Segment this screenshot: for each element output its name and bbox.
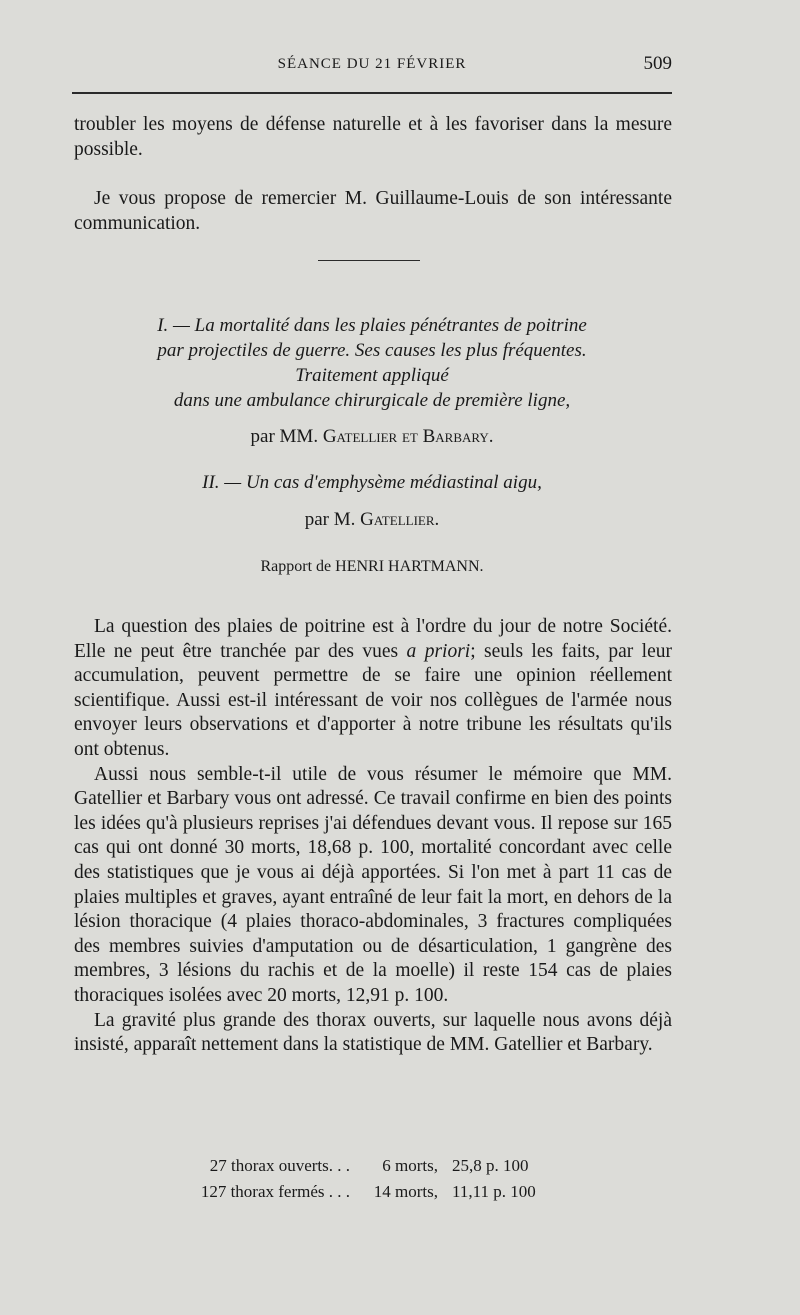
- byline-authors: Gatellier et Barbary.: [322, 426, 494, 447]
- title-line: par projectiles de guerre. Ses causes les plus fréquentes.: [157, 340, 587, 361]
- stats-pct: 11,11 p. 100: [452, 1182, 536, 1201]
- stats-morts: 14 morts,: [373, 1182, 438, 1201]
- report-line: Rapport de HENRI HARTMANN.: [260, 558, 484, 575]
- stats-row: [150, 1179, 650, 1205]
- page-header: [72, 50, 672, 80]
- title-line: II. — Un cas d'emphysème médiastinal aigu,: [202, 472, 542, 493]
- p1-italic: a priori: [406, 640, 471, 662]
- title-line: Traitement appliqué: [295, 365, 449, 386]
- byline-prefix: par MM.: [250, 426, 319, 447]
- stats-table: [150, 1153, 650, 1205]
- paragraph-thanks: [74, 187, 672, 236]
- paragraph-3: La gravité plus grande des thorax ouverts, sur laquelle nous avons déjà insisté, apparaît nettement dans la statistique de MM. Gatellier et Barbary.: [74, 1009, 672, 1056]
- paragraph-text: troubler les moyens de défense naturelle et à les favoriser dans la mesure possible.: [74, 114, 672, 160]
- paragraph-continuation: [74, 113, 672, 162]
- report-body: [74, 615, 672, 1058]
- article-title-1: [72, 313, 672, 413]
- running-title: SÉANCE DU 21 FÉVRIER: [277, 56, 467, 72]
- paragraph-text: Je vous propose de remercier M. Guillaume-Louis de son intéressante communication.: [74, 188, 672, 234]
- page-number: 509: [643, 53, 672, 74]
- title-line: I. — La mortalité dans les plaies pénétrantes de poitrine: [157, 315, 587, 336]
- byline-authors: Gatellier.: [360, 509, 440, 530]
- section-separator: [318, 260, 420, 261]
- byline-2: [72, 509, 672, 531]
- title-line: dans une ambulance chirurgicale de première ligne,: [173, 390, 571, 411]
- stats-label: 27 thorax ouverts. . .: [209, 1156, 350, 1175]
- stats-pct: 25,8 p. 100: [452, 1156, 529, 1175]
- stats-row: [150, 1153, 650, 1179]
- byline-prefix: par M.: [304, 509, 356, 530]
- article-title-2: [72, 470, 672, 495]
- stats-morts: 6 morts,: [382, 1156, 438, 1175]
- stats-label: 127 thorax fermés . . .: [200, 1182, 350, 1201]
- header-rule: [72, 92, 672, 94]
- p1-text-before: La question des plaies de poitrine est à l'ordre du jour de notre Société. Elle ne peut être tranchée par des vues: [74, 616, 672, 662]
- paragraph-2: Aussi nous semble-t-il utile de vous résumer le mémoire que MM. Gatellier et Barbary vous ont adressé. Ce travail confirme en bien des points les idées qu'à plusieurs reprises j'ai défendues devant vous. Il repose sur 165 cas qui ont donné 30 morts, 18,68 p. 100, mortalité concordant avec celle des statistiques que je vous ai déjà apportées. Si l'on met à part 11 cas de plaies multiples et graves, ayant entraîné de leur fait la mort, en dehors de la lésion thoracique (4 plaies thoraco-abdominales, 3 fractures compliquées des membres suivies d'amputation ou de désarticulation, 1 gangrène des membres, 3 lésions du rachis et de la moelle) il reste 154 cas de plaies thoraciques isolées avec 20 morts, 12,91 p. 100.: [74, 763, 672, 1006]
- paragraph-1: [74, 615, 672, 763]
- p1-text-after: ; seuls les faits, par leur accumulation, peuvent permettre de se faire une opinion réellement scientifique. Aussi est-il intéressant de voir nos collègues de l'armée nous envoyer leurs observations et d'apporter à notre tribune les résultats qu'ils ont obtenus.: [74, 640, 672, 760]
- byline-1: [72, 426, 672, 448]
